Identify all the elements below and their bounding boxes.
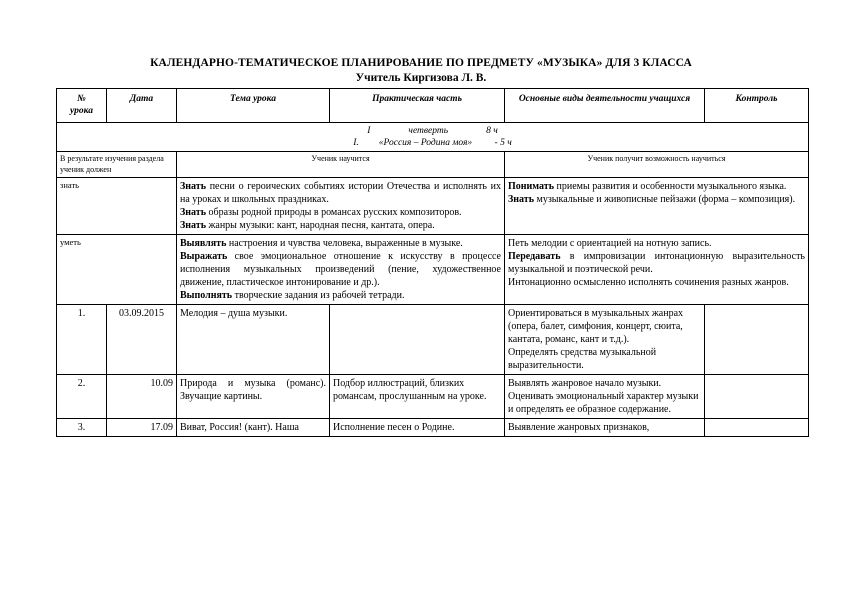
quarter-row: [57, 122, 809, 152]
lesson-topic: Природа и музыка (романс). Звучащие картины.: [177, 375, 330, 419]
able-label: уметь: [57, 235, 177, 305]
results-header-col3: Ученик получит возможность научиться: [505, 152, 809, 178]
results-header-row: [57, 152, 809, 178]
lesson-row-1: [57, 305, 809, 375]
lesson-practical: Подбор иллюстраций, близких романсам, прослушанным на уроке.: [330, 375, 505, 419]
quarter-hours: 8 ч: [486, 125, 498, 136]
lesson-topic: Мелодия – душа музыки.: [177, 305, 330, 375]
able-right-item: Передавать в импровизации интонационную выразительность музыкальной и поэтической речи.: [508, 251, 805, 276]
lesson-date: 10.09: [107, 375, 177, 419]
quarter-number: I: [367, 125, 371, 136]
able-right-item: Интонационно осмысленно исполнять сочинения разных жанров.: [508, 277, 789, 289]
header-row: [57, 89, 809, 123]
lesson-date: 03.09.2015: [107, 305, 177, 375]
lesson-practical: Исполнение песен о Родине.: [330, 419, 505, 437]
able-student-will-learn: [177, 235, 505, 305]
able-left-item: Выражать свое эмоциональное отношение к искусству в процессе исполнения музыкальных произведений (пение, художественное движение, пластическое интонирование и др.).: [180, 251, 501, 289]
quarter-word: четверть: [408, 125, 449, 136]
teacher-name: Учитель Киргизова Л. В.: [355, 72, 487, 84]
know-row: [57, 178, 809, 235]
results-header-col2: Ученик научится: [177, 152, 505, 178]
lesson-number: 1.: [57, 305, 107, 375]
lesson-control: [705, 375, 809, 419]
know-left-item: Знать песни о героических событиях истории Отечества и исполнять их на уроках и школьных праздниках.: [180, 181, 501, 206]
lesson-topic: Виват, Россия! (кант). Наша: [177, 419, 330, 437]
lesson-control: [705, 419, 809, 437]
lesson-activities: Ориентироваться в музыкальных жанрах (опера, балет, симфония, концерт, сюита, кантата, романс, кант и т.д.). Определять средства музыкальной выразительности.: [505, 305, 705, 375]
know-left-item: Знать жанры музыки: кант, народная песня, кантата, опера.: [180, 220, 435, 232]
section-number: I.: [353, 138, 359, 149]
lesson-row-2: [57, 375, 809, 419]
lesson-number: 2.: [57, 375, 107, 419]
able-student-may-learn: [505, 235, 809, 305]
know-student-may-learn: [505, 178, 809, 235]
able-row: [57, 235, 809, 305]
header-lesson-number: № урока: [57, 89, 107, 123]
know-student-will-learn: [177, 178, 505, 235]
know-right-item: Знать музыкальные и живописные пейзажи (форма – композиция).: [508, 194, 796, 206]
able-right-item: Петь мелодии с ориентацией на нотную запись.: [508, 238, 712, 250]
lesson-control: [705, 305, 809, 375]
results-header-col1: В результате изучения раздела ученик должен: [57, 152, 177, 178]
planning-table: [56, 88, 809, 437]
header-topic: Тема урока: [177, 89, 330, 123]
able-left-item: Выявлять настроения и чувства человека, выраженные в музыке.: [180, 238, 463, 250]
header-practical: Практическая часть: [330, 89, 505, 123]
header-control: Контроль: [705, 89, 809, 123]
page-title: КАЛЕНДАРНО-ТЕМАТИЧЕСКОЕ ПЛАНИРОВАНИЕ ПО ПРЕДМЕТУ «МУЗЫКА» ДЛЯ 3 КЛАССА: [150, 57, 692, 69]
able-left-item: Выполнять творческие задания из рабочей тетради.: [180, 290, 405, 302]
section-title: «Россия – Родина моя» - 5 ч: [378, 138, 512, 149]
header-date: Дата: [107, 89, 177, 123]
lesson-practical: [330, 305, 505, 375]
lesson-activities: Выявление жанровых признаков,: [505, 419, 705, 437]
lesson-activities: Выявлять жанровое начало музыки. Оценивать эмоциональный характер музыки и определять ее образное содержание.: [505, 375, 705, 419]
lesson-row-3: [57, 419, 809, 437]
lesson-number: 3.: [57, 419, 107, 437]
know-right-item: Понимать приемы развития и особенности музыкального языка.: [508, 181, 787, 193]
header-activities: Основные виды деятельности учащихся: [505, 89, 705, 123]
know-label: знать: [57, 178, 177, 235]
lesson-date: 17.09: [107, 419, 177, 437]
know-left-item: Знать образы родной природы в романсах русских композиторов.: [180, 207, 462, 219]
